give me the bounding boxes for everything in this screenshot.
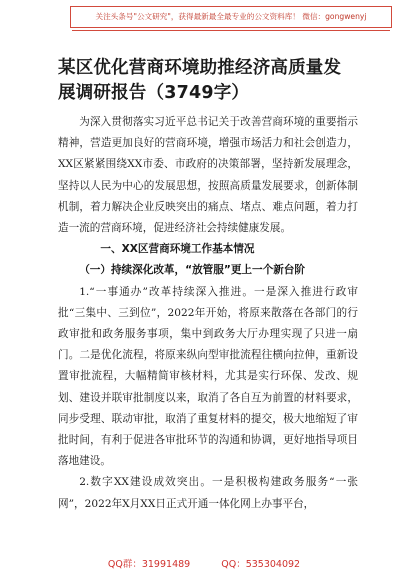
paragraph-2: 2.数字XX建设成效突出。一是积极构建政务服务“一张网”，2022年X月XX日正式开通一体化网上办事平台， [58, 476, 358, 510]
footer-qq: QQ：535304092 [221, 559, 301, 570]
subsection-heading: （一）持续深化改革，“放管服”更上一个新台阶 [79, 264, 305, 277]
header-banner: 关注头条号"公文研究"，获得最新最全最专业的公文资料库！ 微信：gongwenyj [70, 6, 392, 28]
intro-paragraph: 为深入贯彻落实习近平总书记关于改善营商环境的重要指示精神，营造更加良好的营商环境，增强市场活力和社会创造力，XX区紧紧围绕XX市委、市政府的决策部署，坚持新发展理念，坚持以人民为中心的发展思想，按照高质量发展要求，创新体制机制，着力解决企业反映突出的痛点、堵点、难点问题，着力打造一流的营商环境，促进经济社会持续健康发展。 [58, 116, 358, 235]
paragraph-1: 1.“一事通办”改革持续深入推进。一是深入推进行政审批“三集中、三到位”，2022年开始，将原来散落在各部门的行政审批和政务服务事项，集中到政务大厅办理实现了只进一扇门。二是优化流程，将原来纵向型审批流程往横向拉伸，重新设置审批流程，大幅精简审核材料，尤其是实行环保、发改、规划、建设并联审批制度以来，取消了各自互为前置的材料要求，同步受理、联动审批，取消了重复材料的提交，极大地缩短了审批时间，有利于促进各审批环节的沟通和协调，更好地指导项目落地建设。 [58, 285, 358, 468]
document-title: 某区优化营商环境助推经济高质量发展调研报告（3749字） [58, 58, 342, 103]
document-body [58, 112, 358, 515]
header-divider [72, 30, 390, 31]
footer-qq-group: QQ群：31991489 [107, 559, 191, 570]
footer-contact [0, 556, 408, 570]
section-heading: 一、XX区营商环境工作基本情况 [100, 243, 255, 256]
